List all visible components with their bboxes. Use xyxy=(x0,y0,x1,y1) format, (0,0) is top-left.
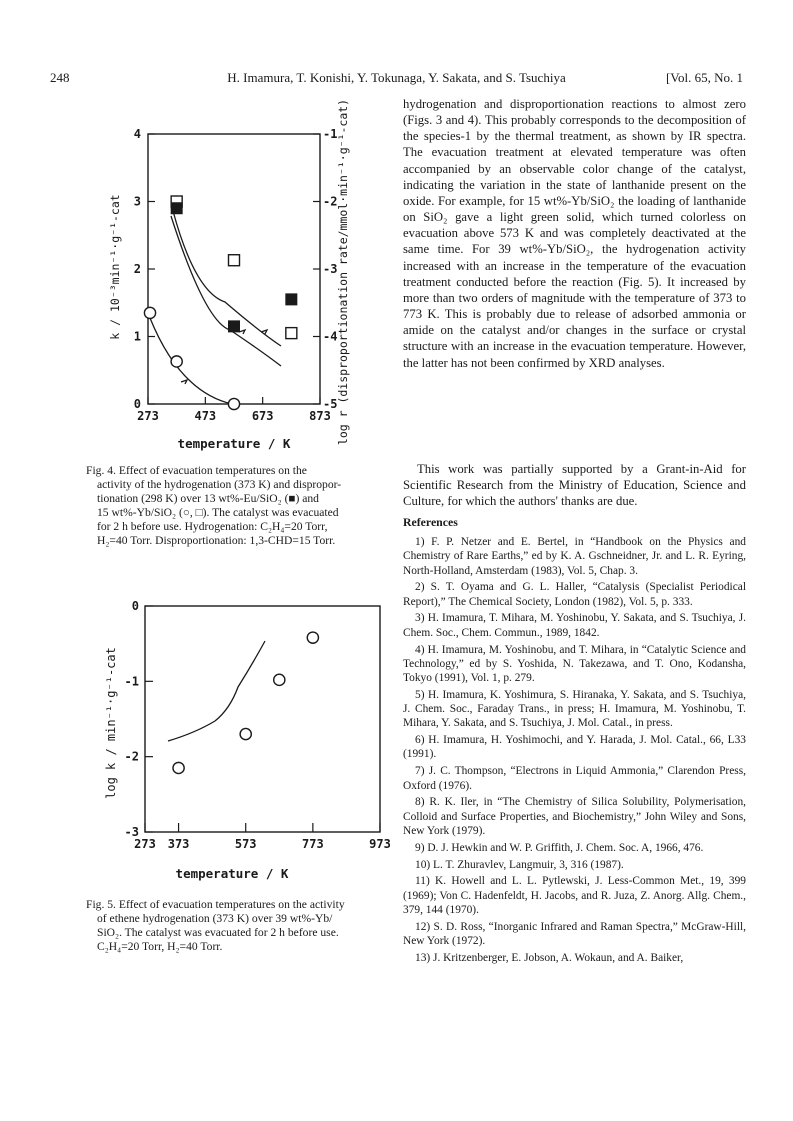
reference-item: 4) H. Imamura, M. Yoshinobu, and T. Mihara, in “Catalytic Science and Technology,” ed by S. Yoshida, N. Takezawa, and T. Ono, Kodansha, Tokyo (1991), Vol. 1, p. 279. xyxy=(403,643,746,685)
figure-5 xyxy=(95,593,395,888)
figure-4 xyxy=(95,92,395,457)
reference-item: 13) J. Kritzenberger, E. Jobson, A. Wokaun, and A. Baiker, xyxy=(415,951,684,964)
acknowledgment: This work was partially supported by a Grant-in-Aid for Scientific Research from the Ministry of Education, Science and Culture, for which the authors' thanks are due. xyxy=(403,462,746,509)
page-number: 248 xyxy=(50,70,70,85)
caption-line: of ethene hydrogenation (373 K) over 39 wt%-Yb/ xyxy=(97,911,333,925)
running-authors: H. Imamura, T. Konishi, Y. Tokunaga, Y. Sakata, and S. Tsuchiya xyxy=(227,70,566,85)
fig4-x-tick-label: 673 xyxy=(251,409,274,423)
fig4-x-tick-label: 873 xyxy=(309,409,331,423)
fig4-data-point xyxy=(286,294,297,305)
fig5-x-tick-label: 973 xyxy=(369,837,391,851)
fig5-data-point xyxy=(307,632,318,643)
references-heading: References xyxy=(403,515,458,529)
reference-item: 3) H. Imamura, T. Mihara, M. Yoshinobu, Y. Sakata, and S. Tsuchiya, J. Chem. Soc., Chem. Commun., 1989, 1842. xyxy=(403,612,746,639)
body-text xyxy=(403,96,746,371)
figure-4-chart xyxy=(95,92,395,457)
fig5-curve xyxy=(168,641,265,741)
fig5-plot-frame xyxy=(145,606,380,832)
fig4-y2-tick-label: -2 xyxy=(323,194,338,209)
fig4-data-point xyxy=(286,328,297,339)
caption-line: tionation (298 K) over 13 wt%-Eu/SiO₂ (■) and xyxy=(97,491,319,505)
fig5-x-tick-label: 273 xyxy=(134,837,156,851)
fig4-curve-square-open xyxy=(173,211,281,346)
fig5-x-tick-label: 773 xyxy=(302,837,324,851)
fig4-curve-square-filled xyxy=(171,216,281,366)
fig4-y-tick-label: 0 xyxy=(133,397,141,411)
fig5-data-point xyxy=(173,762,184,773)
figure-5-caption xyxy=(86,898,378,954)
fig4-y-axis-label: k / 10⁻³min⁻¹·g⁻¹-cat xyxy=(108,194,122,340)
fig4-data-point xyxy=(228,398,239,409)
fig4-y-tick-label: 1 xyxy=(133,329,141,344)
body-paragraph: hydrogenation and disproportionation reactions to almost zero (Figs. 3 and 4). This probably corresponds to the decomposition of the species-1 by the thermal treatment, as shown by IR spectra. The evacuation treatment at elevated temperature was often accompanied by an observable color change of the catalyst, indicating the variation in the state of lanthanide present on the oxide. For example, for 15 wt%-Yb/SiO₂ the loading of lanthanide on SiO₂ gave a light green solid, which turned colorless on evacuation above 573 K and was completely deactivated at the same time. For 39 wt%-Yb/SiO₂, the hydrogenation activity increased with an increase in the temperature of the evacuation treatment conducted before the reaction (Fig. 5). It increased by more than two orders of magnitude with the temperature of 373 to 773 K. This is probably due to release of adsorbed ammonia or amide on the catalyst and/or changes in the surface or crystal structure with an increase in the evacuation temperature. However, the latter has not been confirmed by XRD analyses. xyxy=(403,97,746,370)
fig4-data-point xyxy=(171,203,182,214)
fig5-data-point xyxy=(240,728,251,739)
fig5-data-point xyxy=(274,674,285,685)
caption-line: H₂=40 Torr. Disproportionation: 1,3-CHD=15 Torr. xyxy=(97,533,336,547)
caption-line: C₂H₄=20 Torr, H₂=40 Torr. xyxy=(97,939,223,953)
fig4-curve-circle xyxy=(150,318,232,404)
fig4-x-tick-label: 473 xyxy=(194,409,217,423)
fig4-y-tick-label: 2 xyxy=(133,262,141,276)
caption-line: SiO₂. The catalyst was evacuated for 2 h before use. xyxy=(97,925,339,939)
reference-item: 1) F. P. Netzer and E. Bertel, in “Handbook on the Physics and Chemistry of Rare Earths,” ed by K. A. Gschneidner, Jr. and L. R. Eyring, North-Holland, Amsterdam (1983), Vol. 5, Chap. 3. xyxy=(403,536,746,577)
fig4-y2-tick-label: -1 xyxy=(323,127,338,141)
fig5-y-axis-label: log k / min⁻¹·g⁻¹-cat xyxy=(104,647,118,799)
fig5-y-tick-label: 0 xyxy=(131,599,139,613)
reference-item: 9) D. J. Hewkin and W. P. Griffith, J. Chem. Soc. A, 1966, 476. xyxy=(415,841,704,854)
fig5-x-axis-label: temperature / K xyxy=(175,866,289,881)
fig5-y-tick-label: -1 xyxy=(124,674,139,689)
reference-item: 11) K. Howell and L. L. Pytlewski, J. Less-Common Met., 19, 399 (1969); Von C. Hadenfeldt, H. Jacobs, and R. Juza, Z. Anorg. Allg. Chem., 379, 144 (1970). xyxy=(403,875,746,916)
fig4-y-tick-label: 3 xyxy=(133,194,141,209)
fig4-y2-tick-label: -4 xyxy=(323,329,338,344)
fig4-y-tick-label: 4 xyxy=(133,127,141,141)
reference-item: 2) S. T. Oyama and G. L. Haller, “Catalysis (Specialist Periodical Report),” The Chemical Society, London (1982), Vol. 5, p. 333. xyxy=(403,581,746,608)
fig4-y2-axis-label: log r (disproportionation rate/mmol·min⁻¹·g⁻¹-cat) xyxy=(336,98,350,446)
figure-5-chart xyxy=(95,593,395,888)
fig5-x-tick-label: 573 xyxy=(234,837,257,851)
reference-item: 7) J. C. Thompson, “Electrons in Liquid Ammonia,” Clarendon Press, Oxford (1976). xyxy=(403,765,746,792)
caption-line: for 2 h before use. Hydrogenation: C₂H₄=20 Torr, xyxy=(97,519,328,533)
reference-item: 10) L. T. Zhuravlev, Langmuir, 3, 316 (1987). xyxy=(415,858,624,871)
fig4-x-axis-label: temperature / K xyxy=(177,436,291,451)
caption-line: Fig. 4. Effect of evacuation temperatures on the xyxy=(86,464,307,477)
running-header xyxy=(0,70,793,90)
caption-line: Fig. 5. Effect of evacuation temperatures on the activity xyxy=(86,898,345,911)
volume-info: [Vol. 65, No. 1 xyxy=(665,70,743,85)
fig5-y-tick-label: -3 xyxy=(124,825,139,839)
reference-item: 8) R. K. Iler, in “The Chemistry of Silica Solubility, Polymerisation, Colloid and Surface Properties, and Biochemistry,” John Wiley and Sons, New York (1979). xyxy=(403,796,746,837)
fig4-y2-tick-label: -5 xyxy=(323,397,338,411)
reference-item: 6) H. Imamura, H. Yoshimochi, and Y. Harada, J. Mol. Catal., 66, L33 (1991). xyxy=(403,734,746,761)
fig4-data-point xyxy=(229,321,240,332)
fig5-y-tick-label: -2 xyxy=(124,749,139,764)
fig4-data-point xyxy=(229,255,240,266)
fig4-data-point xyxy=(171,356,182,367)
reference-item: 12) S. D. Ross, “Inorganic Infrared and Raman Spectra,” McGraw-Hill, New York (1972). xyxy=(403,920,746,948)
fig4-y2-tick-label: -3 xyxy=(323,262,338,276)
caption-line: 15 wt%-Yb/SiO₂ (○, □). The catalyst was evacuated xyxy=(97,505,339,519)
fig4-data-point xyxy=(144,307,155,318)
fig4-arrow-3 xyxy=(181,380,187,384)
references-list xyxy=(403,535,746,968)
caption-line: activity of the hydrogenation (373 K) and dispropor- xyxy=(97,477,342,491)
figure-4-caption xyxy=(86,464,373,547)
fig4-x-tick-label: 273 xyxy=(137,409,159,423)
reference-item: 5) H. Imamura, K. Yoshimura, S. Hiranaka, Y. Sakata, and S. Tsuchiya, J. Chem. Soc., Faraday Trans., in press; H. Imamura, M. Yoshinobu, T. Mihara, Y. Sakata, and S. Tsuchiya, J. Mol. Catal., in press. xyxy=(403,688,746,730)
fig5-x-tick-label: 373 xyxy=(167,837,190,851)
